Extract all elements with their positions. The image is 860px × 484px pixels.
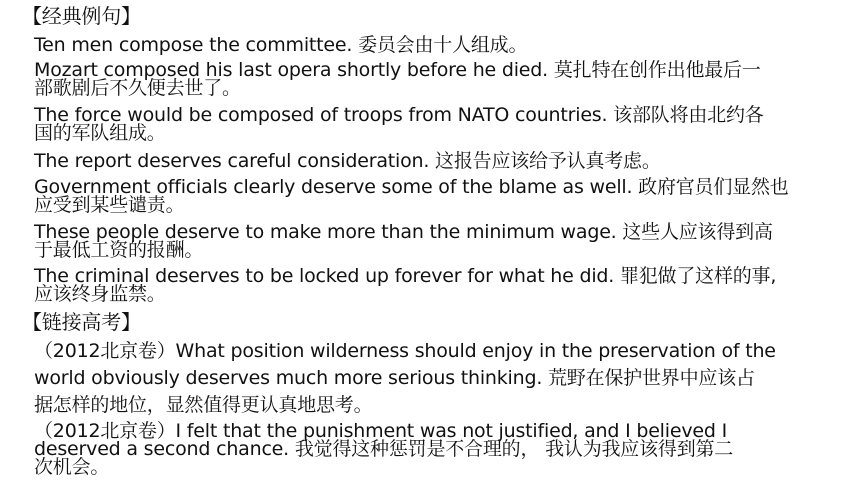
example-line: 应受到某些谴责。 xyxy=(34,194,185,216)
example-line: 应该终身监禁。 xyxy=(34,283,166,305)
exam-example-line: world obviously deserves much more serious thinking. 荒野在保护世界中应该占 xyxy=(34,367,755,389)
example-line: The criminal deserves to be locked up forever for what he did. 罪犯做了这样的事, xyxy=(34,265,777,287)
exam-example-line: （2012北京卷）What position wilderness should enjoy in the preservation of the xyxy=(34,340,776,362)
exam-example-line: 据怎样的地位，显然值得更认真地思考。 xyxy=(34,394,373,416)
exam-example-line: （2012北京卷）I felt that the punishment was not justified, and I believed I xyxy=(34,420,727,442)
example-line: Ten men compose the committee. 委员会由十人组成。 xyxy=(34,34,528,56)
example-line: Government officials clearly deserve some of the blame as well. 政府官员们显然也 xyxy=(34,176,789,198)
example-line: Mozart composed his last opera shortly before he died. 莫扎特在创作出他最后一 xyxy=(34,59,761,81)
example-line: The report deserves careful consideration. 这报告应该给予认真考虑。 xyxy=(34,150,661,172)
example-line: 于最低工资的报酬。 xyxy=(34,239,204,261)
section-heading-exam-link: 【链接高考】 xyxy=(22,310,141,334)
example-line: The force would be composed of troops from NATO countries. 该部队将由北约各 xyxy=(34,104,764,126)
exam-example-line: 次机会。 xyxy=(34,456,110,478)
section-heading-classic-examples: 【经典例句】 xyxy=(22,4,141,28)
example-line: 国的军队组成。 xyxy=(34,122,166,144)
example-line: 部歌剧后不久便去世了。 xyxy=(34,77,241,99)
exam-example-line: deserved a second chance. 我觉得这种惩罚是不合理的， 我认为我应该得到第二 xyxy=(34,438,734,460)
example-line: These people deserve to make more than the minimum wage. 这些人应该得到高 xyxy=(34,221,773,243)
